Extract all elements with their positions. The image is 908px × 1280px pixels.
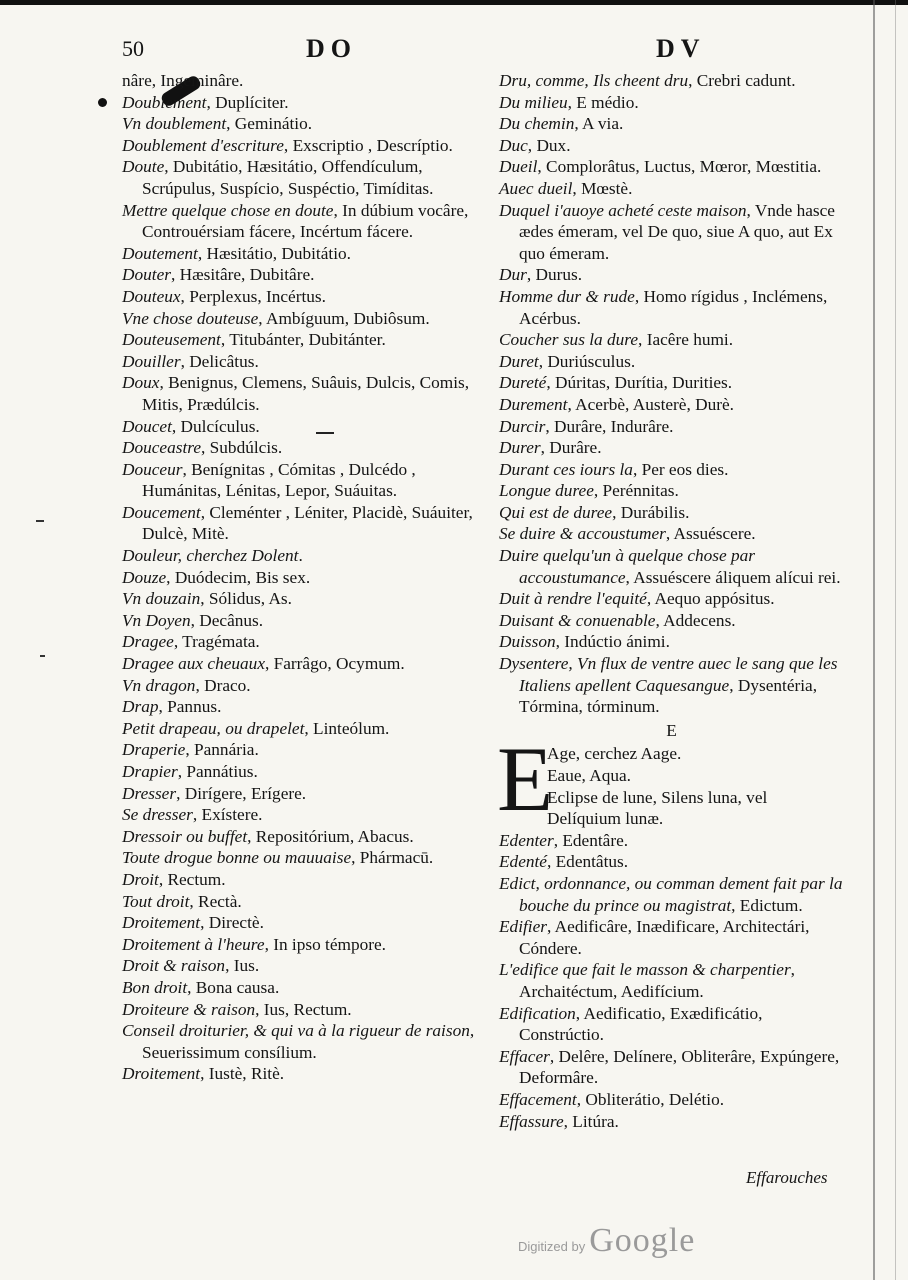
dictionary-entry: [122, 977, 478, 999]
entry-headword: Dur: [499, 265, 527, 285]
entry-translation: , Indúctio ánimi.: [555, 632, 670, 652]
entry-headword: Effacer: [499, 1046, 550, 1066]
entry-headword: Edict, ordonnance, ou comman dement fait par la bouche du prince ou magistrat: [499, 873, 843, 915]
entry-translation: , Cleménter , Léniter, Placidè, Suáuiter, Dulcè, Mitè.: [142, 502, 473, 544]
dictionary-entry: [499, 351, 844, 373]
dictionary-entry: [499, 416, 844, 438]
dictionary-entry: [499, 264, 844, 286]
dictionary-entry: [122, 1063, 478, 1085]
entry-translation: , Complorâtus, Luctus, Mœror, Mœstitia.: [537, 157, 822, 177]
dictionary-entry: [499, 437, 844, 459]
dictionary-entry: [122, 1020, 478, 1063]
dictionary-entry: [499, 1046, 844, 1089]
dictionary-entry: [122, 545, 478, 567]
google-logo: Google: [589, 1222, 696, 1259]
entry-headword: Auec dueil: [499, 178, 573, 198]
dictionary-entry: [499, 830, 844, 852]
entry-translation: , Ambíguum, Dubiôsum.: [258, 308, 430, 328]
dictionary-entry: [499, 200, 844, 265]
entry-headword: Se dresser: [122, 805, 193, 825]
dictionary-entry: [122, 826, 478, 848]
entry-headword: Longue duree: [499, 481, 594, 501]
e-section: [497, 728, 844, 1132]
entry-translation: , Dysentéria, Tórmina, tórminum.: [519, 675, 818, 717]
dictionary-entry: [122, 696, 478, 718]
entry-headword: Droitement: [122, 1064, 201, 1084]
dictionary-entry: [499, 156, 844, 178]
dictionary-entry: [122, 588, 478, 610]
dictionary-entry: [499, 959, 844, 1002]
catchword: Effarouches: [746, 1168, 828, 1187]
dictionary-entry: [122, 156, 478, 199]
entry-translation: , Bona causa.: [187, 977, 280, 997]
entry-translation: , Per eos dies.: [632, 459, 729, 479]
e-lead-entries: [497, 728, 844, 831]
dictionary-entry: [499, 113, 844, 135]
entry-headword: Du chemin: [499, 114, 575, 134]
dictionary-entry: [499, 480, 844, 502]
dictionary-entry: [122, 416, 478, 438]
entry-headword: Douteux: [122, 286, 181, 306]
dictionary-entry: [499, 178, 844, 200]
entry-translation: , Phármacū.: [351, 848, 434, 868]
entry-headword: Dresser: [122, 783, 177, 803]
entry-translation: , Iustè, Ritè.: [200, 1064, 285, 1084]
dictionary-entry: [122, 329, 478, 351]
dictionary-entry: [499, 92, 844, 114]
continuation-text: nâre, Ingeminâre.: [122, 71, 244, 90]
entry-translation: , Homo rígidus , Inclémens, Acérbus.: [519, 286, 828, 328]
entry-headword: Edenter: [499, 830, 554, 850]
entry-translation: , Pannus.: [158, 697, 222, 717]
entry-translation: , Silens luna, vel Delíquium lunæ.: [547, 787, 768, 829]
dictionary-entry: [499, 787, 844, 830]
ink-dot-mark: [98, 98, 107, 107]
entry-translation: , Benígnitas , Cómitas , Dulcédo , Humánitas, Lénitas, Lepor, Suáuitas.: [142, 459, 416, 501]
dictionary-entry: [122, 955, 478, 977]
entry-headword: Vn Doyen: [122, 610, 191, 630]
dictionary-entry: [122, 135, 478, 157]
dictionary-entry: [122, 653, 478, 675]
dictionary-entry: [499, 1089, 844, 1111]
dictionary-entry: [122, 891, 478, 913]
dictionary-entry: [499, 653, 844, 718]
right-column-entries: [499, 70, 844, 718]
dictionary-entry: [499, 610, 844, 632]
dictionary-entry: [122, 113, 478, 135]
entry-headword: Droiteure & raison: [122, 999, 256, 1019]
top-scan-border: [0, 0, 908, 5]
entry-headword: Qui est de duree: [499, 502, 613, 522]
entry-headword: Vne chose douteuse: [122, 308, 259, 328]
entry-translation: , In ipso témpore.: [264, 934, 386, 954]
entry-headword: Dressoir ou buffet: [122, 826, 248, 846]
entry-translation: , Edentâtus.: [546, 852, 629, 872]
entry-headword: Dragee aux cheuaux: [122, 654, 265, 674]
dictionary-entry: [122, 739, 478, 761]
entry-headword: Doucet: [122, 416, 172, 436]
entry-headword: Eaue: [547, 766, 582, 785]
entry-headword: Mettre quelque chose en doute: [122, 200, 334, 220]
entry-translation: , Acerbè, Austerè, Durè.: [567, 394, 734, 414]
right-column: [499, 70, 844, 1132]
dictionary-entry: [122, 847, 478, 869]
entry-translation: , Rectà.: [189, 891, 242, 911]
entry-headword: Douze: [122, 567, 167, 587]
entry-translation: , Durábilis.: [612, 502, 690, 522]
entry-translation: , Seuerissimum consílium.: [142, 1021, 475, 1062]
digitized-by-google-watermark: [518, 1222, 695, 1260]
entry-headword: Coucher sus la dure: [499, 330, 639, 350]
dictionary-entry: [122, 459, 478, 502]
e-entries: [499, 830, 844, 1132]
entry-translation: , Durâre, Indurâre.: [545, 416, 674, 436]
entry-headword: Se duire & accoustumer: [499, 524, 666, 544]
entry-translation: , Dulcículus.: [171, 416, 260, 436]
entry-headword: Toute drogue bonne ou mauuaise: [122, 848, 352, 868]
entry-headword: Edenté: [499, 852, 547, 872]
drop-cap-letter: E: [497, 728, 554, 831]
entry-headword: Draperie: [122, 740, 186, 760]
entry-headword: Edification: [499, 1003, 576, 1023]
entry-headword: Drap: [122, 697, 159, 717]
dictionary-entry: [499, 286, 844, 329]
entry-headword: Drapier: [122, 762, 178, 781]
dictionary-entry: [499, 765, 844, 787]
entry-headword: Duire quelqu'un à quelque chose par accoustumance: [499, 546, 755, 587]
dictionary-entry: [122, 308, 478, 330]
dictionary-entry: [499, 916, 844, 959]
dictionary-entry: [499, 588, 844, 610]
entry-headword: Durer: [499, 438, 541, 458]
entry-translation: , Dirígere, Erígere.: [176, 783, 307, 803]
entry-translation: , Assuéscere.: [665, 524, 756, 544]
entry-continuation: [122, 70, 478, 92]
watermark-prefix: Digitized by: [518, 1239, 586, 1254]
dictionary-entry: [499, 523, 844, 545]
dictionary-entry: [499, 1111, 844, 1133]
entry-translation: , Perénnitas.: [593, 481, 679, 501]
entry-translation: , Sólidus, As.: [200, 589, 292, 609]
entry-translation: , Hæsitâre, Dubitâre.: [170, 265, 315, 285]
page-edge-line: [873, 0, 875, 1280]
dictionary-entry: [499, 631, 844, 653]
entry-translation: , Aequo appósitus.: [646, 589, 775, 609]
running-head-right: DV: [656, 34, 706, 63]
entry-translation: , Addecens.: [655, 610, 736, 630]
entry-translation: , Directè.: [200, 913, 264, 933]
entry-translation: , Edictum.: [731, 895, 803, 915]
dictionary-entry: [122, 783, 478, 805]
entry-headword: Tout droit: [122, 891, 190, 911]
dictionary-entry: [122, 200, 478, 243]
dictionary-entry: [122, 502, 478, 545]
dictionary-entry: [122, 804, 478, 826]
entry-translation: , Aedificâre, Inædificare, Architectári, Cóndere.: [519, 917, 810, 958]
entry-headword: Edifier: [499, 917, 547, 937]
entry-headword: Doutement: [122, 243, 198, 263]
entry-translation: , Draco.: [195, 675, 251, 695]
dictionary-entry: [122, 567, 478, 589]
entry-headword: Effacement: [499, 1089, 577, 1109]
entry-headword: Duit à rendre l'equité: [499, 589, 647, 609]
entry-headword: Dru, comme, Ils cheent dru: [499, 71, 689, 90]
entry-headword: Doux: [122, 373, 160, 393]
entry-translation: , Ius, Rectum.: [255, 999, 352, 1019]
dictionary-entry: [499, 851, 844, 873]
section-letter-heading: E: [666, 720, 677, 740]
entry-translation: , Aqua.: [581, 766, 631, 785]
entry-headword: Vn douzain: [122, 589, 201, 609]
entry-headword: Droit: [122, 869, 159, 889]
entry-translation: , Obliterátio, Delétio.: [576, 1089, 725, 1109]
entry-translation: , Pannária.: [185, 740, 259, 760]
entry-headword: Dragee: [122, 632, 174, 652]
entry-headword: Douleur, cherchez Dolent: [122, 546, 299, 566]
dictionary-entry: [499, 873, 844, 916]
entry-translation: , Decânus.: [190, 610, 264, 630]
dictionary-entry: [122, 351, 478, 373]
entry-translation: , Duplíciter.: [206, 92, 289, 112]
dictionary-entry: [122, 92, 478, 114]
entry-translation: , Duódecim, Bis sex.: [166, 567, 311, 587]
entry-translation: , Duriúsculus.: [538, 351, 636, 371]
entry-headword: Petit drapeau, ou drapelet: [122, 718, 305, 738]
entry-headword: Droit & raison: [122, 956, 226, 976]
dictionary-entry: [499, 394, 844, 416]
entry-headword: Dueil: [499, 157, 538, 177]
dictionary-entry: [499, 459, 844, 481]
running-head-left: DO: [306, 34, 357, 63]
entry-headword: Doublement: [122, 92, 207, 112]
entry-headword: Droitement: [122, 913, 201, 933]
dictionary-entry: [122, 437, 478, 459]
entry-headword: Duquel i'auoye acheté ceste maison: [499, 200, 747, 220]
entry-headword: Douceur: [122, 459, 183, 479]
entry-translation: , E médio.: [567, 92, 639, 112]
dictionary-entry: [499, 329, 844, 351]
entry-headword: Duc: [499, 135, 528, 155]
dictionary-entry: [499, 135, 844, 157]
entry-translation: , Tragémata.: [173, 632, 260, 652]
dictionary-entry: [122, 718, 478, 740]
entry-headword: Dureté: [499, 373, 547, 393]
entry-translation: .: [298, 546, 303, 566]
entry-translation: , Aedificatio, Exædificátio, Constrúctio.: [519, 1003, 763, 1045]
dictionary-entry: [122, 999, 478, 1021]
entry-translation: , Vnde hasce ædes émeram, vel De quo, siue A quo, aut Ex quo émeram.: [519, 200, 835, 263]
page-edge-line-outer: [895, 0, 896, 1280]
entry-headword: Duisson: [499, 632, 556, 652]
entry-translation: , Iacêre humi.: [638, 330, 734, 350]
dictionary-entry: [122, 675, 478, 697]
entry-translation: , Benignus, Clemens, Suâuis, Dulcis, Comis, Mitis, Prædúlcis.: [142, 373, 470, 414]
entry-headword: Du milieu: [499, 92, 568, 112]
dictionary-entry: [499, 502, 844, 524]
entry-headword: Dysentere, Vn flux de ventre auec le sang que les Italiens apellent Caquesangue: [499, 654, 838, 695]
entry-translation: , A via.: [574, 114, 624, 134]
dictionary-entry: [122, 912, 478, 934]
entry-translation: , Delicâtus.: [180, 351, 259, 371]
entry-headword: Effassure: [499, 1111, 564, 1131]
page-number: 50: [122, 36, 144, 61]
entry-headword: Age, cerchez Aage: [547, 744, 678, 764]
entry-headword: L'edifice que fait le masson & charpentier: [499, 960, 791, 980]
dictionary-entry: [122, 610, 478, 632]
entry-translation: , Archaitéctum, Aedifícium.: [519, 960, 795, 1001]
entry-translation: , Pannátius.: [177, 762, 258, 781]
entry-headword: Droitement à l'heure: [122, 934, 265, 954]
dictionary-entry: [499, 743, 844, 765]
entry-translation: , Assuéscere áliquem alícui rei.: [625, 567, 841, 587]
entry-headword: Douceastre: [122, 438, 202, 458]
entry-translation: , Dúritas, Durítia, Durities.: [546, 373, 733, 393]
entry-headword: Doublement d'escriture: [122, 135, 284, 155]
dictionary-entry: [122, 761, 478, 783]
entry-headword: Eclipse de lune: [547, 787, 653, 807]
entry-headword: Douter: [122, 265, 171, 285]
entry-headword: Duisant & conuenable: [499, 610, 656, 630]
entry-translation: , Dubitátio, Hæsitátio, Offendículum, Scrúpulus, Suspício, Suspéctio, Timíditas.: [142, 157, 434, 198]
entry-translation: , Edentâre.: [553, 830, 629, 850]
entry-headword: Durement: [499, 394, 568, 414]
entry-headword: Doute: [122, 157, 165, 177]
dictionary-entry: [122, 934, 478, 956]
entry-headword: Homme dur & rude: [499, 286, 635, 306]
entry-headword: Durcir: [499, 416, 546, 436]
dictionary-entry: [499, 372, 844, 394]
entry-translation: , Farrâgo, Ocymum.: [265, 654, 405, 674]
dictionary-entry: [122, 286, 478, 308]
entry-headword: Durant ces iours la: [499, 459, 633, 479]
dictionary-entry: [122, 869, 478, 891]
entry-translation: , Repositórium, Abacus.: [247, 826, 414, 846]
entry-headword: Douteusement: [122, 330, 221, 350]
entry-headword: Doucement: [122, 502, 201, 522]
entry-translation: , Geminátio.: [226, 114, 313, 134]
entry-translation: , In dúbium vocâre, Controuérsiam fácere, Incértum fácere.: [142, 200, 469, 242]
entry-translation: , Rectum.: [158, 869, 226, 889]
entry-translation: , Exscriptio , Descríptio.: [283, 135, 453, 155]
entry-translation: , Litúra.: [563, 1111, 619, 1131]
entry-headword: Vn doublement: [122, 114, 227, 134]
entry-headword: Douiller: [122, 351, 181, 371]
dictionary-entry: [122, 264, 478, 286]
entry-translation: , Durâre.: [540, 438, 602, 458]
entry-translation: , Hæsitátio, Dubitátio.: [197, 243, 351, 263]
entry-translation: , Subdúlcis.: [201, 438, 283, 458]
entry-translation: , Durus.: [526, 265, 583, 285]
margin-mark: [40, 655, 45, 657]
entry-headword: Bon droit: [122, 977, 188, 997]
entry-headword: Duret: [499, 351, 539, 371]
entry-translation: , Mœstè.: [572, 178, 633, 198]
dictionary-entry: [122, 631, 478, 653]
dictionary-entry: [499, 1003, 844, 1046]
entry-headword: Conseil droiturier, & qui va à la rigueur de raison: [122, 1021, 470, 1041]
entry-translation: , Dux.: [527, 135, 571, 155]
dictionary-entry: [499, 70, 844, 92]
margin-mark: [36, 520, 44, 522]
dictionary-entry: [122, 243, 478, 265]
entry-translation: , Ius.: [225, 956, 260, 976]
dictionary-entry: [499, 545, 844, 588]
left-column: [122, 70, 478, 1085]
entry-translation: , Linteólum.: [304, 718, 390, 738]
entry-headword: Vn dragon: [122, 675, 196, 695]
entry-translation: .: [677, 744, 682, 764]
entry-translation: , Crebri cadunt.: [688, 71, 796, 90]
entry-translation: , Titubánter, Dubitánter.: [220, 330, 386, 350]
entry-translation: , Delêre, Delínere, Obliterâre, Expúngere, Deformâre.: [519, 1046, 840, 1088]
entry-translation: , Exístere.: [192, 805, 263, 825]
entry-translation: , Perplexus, Incértus.: [180, 286, 326, 306]
dictionary-entry: [122, 372, 478, 415]
